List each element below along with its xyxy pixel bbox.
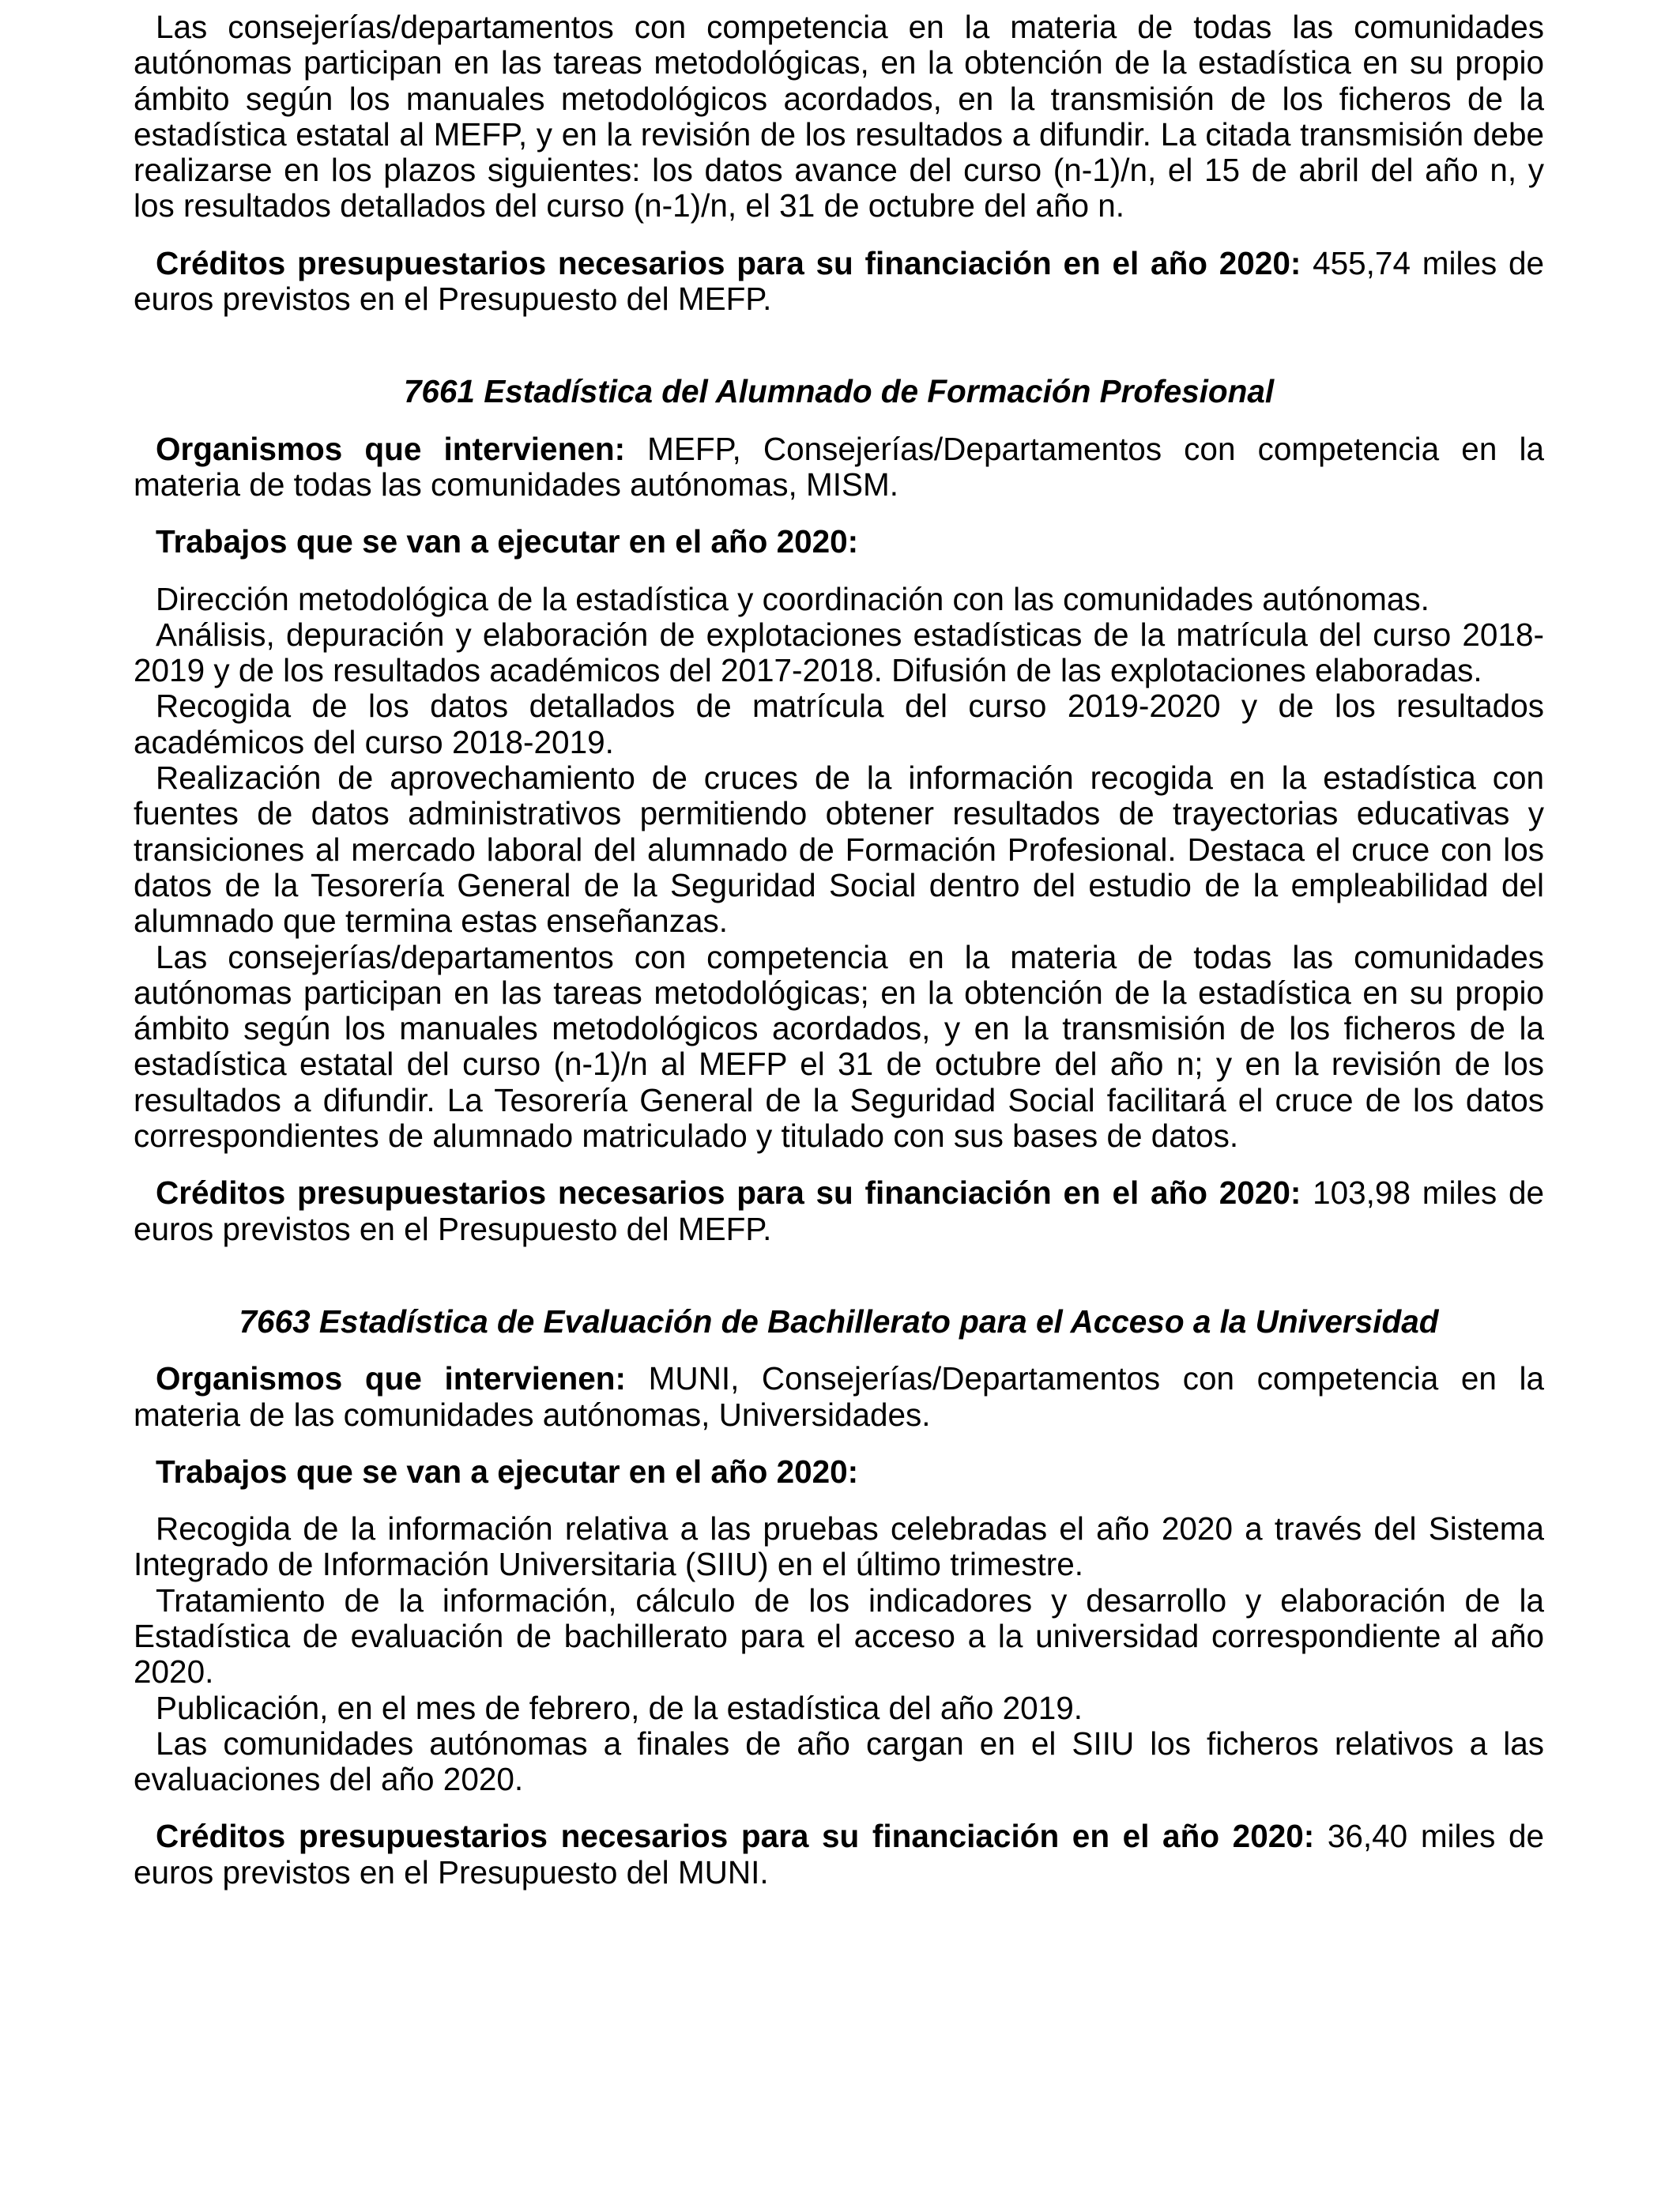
section-heading-7663: 7663 Estadística de Evaluación de Bachillerato para el Acceso a la Universidad bbox=[239, 1302, 1439, 1340]
work-item: Recogida de los datos detallados de matrícula del curso 2019-2020 y de los resultados académicos del curso 2018-2019. bbox=[134, 688, 1544, 760]
organisms-paragraph-7663 bbox=[134, 1361, 1544, 1433]
intro-paragraph: Las consejerías/departamentos con competencia en la materia de todas las comunidades autónomas participan en las tareas metodológicas, en la obtención de la estadística en su propio ámbito según los manuales metodológicos acordados, en la transmisión de los ficheros de la estadística estatal al MEFP, y en la revisión de los resultados a difundir. La citada transmisión debe realizarse en los plazos siguientes: los datos avance del curso (n-1)/n, el 15 de abril del año n, y los resultados detallados del curso (n-1)/n, el 31 de octubre del año n. bbox=[134, 9, 1544, 224]
work-item: Las consejerías/departamentos con competencia en la materia de todas las comunidades autónomas participan en las tareas metodológicas; en la obtención de la estadística en su propio ámbito según los manuales metodológicos acordados, y en la transmisión de los ficheros de la estadística estatal del curso (n-1)/n al MEFP el 31 de octubre del año n; y en la revisión de los resultados a difundir. La Tesorería General de la Seguridad Social facilitará el cruce de los datos correspondientes de alumnado matriculado y titulado con sus bases de datos. bbox=[134, 938, 1544, 1155]
organisms-text: MEFP, Consejerías/Departamentos con competencia en la materia de todas las comunidades autónomas, MISM. bbox=[134, 430, 1544, 503]
credits-label: Créditos presupuestarios necesarios para su financiación en el año 2020: bbox=[156, 1818, 1315, 1855]
credits-text: 36,40 miles de euros previstos en el Presupuesto del MUNI. bbox=[134, 1818, 1544, 1891]
work-item: Dirección metodológica de la estadística y coordinación con las comunidades autónomas. bbox=[156, 580, 1430, 617]
work-item: Publicación, en el mes de febrero, de la estadística del año 2019. bbox=[156, 1689, 1083, 1726]
work-item: Realización de aprovechamiento de cruces de la información recogida en la estadística con fuentes de datos administrativos permitiendo obtener resultados de trayectorias educativas y transiciones al mercado laboral del alumnado de Formación Profesional. Destaca el cruce con los datos de la Tesorería General de la Seguridad Social dentro del estudio de la empleabilidad del alumnado que termina estas enseñanzas. bbox=[134, 760, 1544, 940]
credits-paragraph-7663 bbox=[134, 1819, 1544, 1891]
works-label-7663: Trabajos que se van a ejecutar en el año 2020: bbox=[156, 1453, 859, 1490]
credits-paragraph bbox=[134, 246, 1544, 318]
organisms-label: Organismos que intervienen: bbox=[156, 430, 626, 467]
document-page bbox=[134, 0, 1544, 1891]
credits-label: Créditos presupuestarios necesarios para su financiación en el año 2020: bbox=[156, 1174, 1301, 1212]
credits-text: 103,98 miles de euros previstos en el Presupuesto del MEFP. bbox=[134, 1174, 1545, 1247]
organisms-label: Organismos que intervienen: bbox=[156, 1360, 627, 1397]
credits-text: 455,74 miles de euros previstos en el Presupuesto del MEFP. bbox=[134, 244, 1545, 318]
organisms-text: MUNI, Consejerías/Departamentos con competencia en la materia de las comunidades autónomas, Universidades. bbox=[134, 1360, 1544, 1433]
works-label-7661: Trabajos que se van a ejecutar en el año 2020: bbox=[156, 523, 859, 560]
work-item: Tratamiento de la información, cálculo de los indicadores y desarrollo y elaboración de la Estadística de evaluación de bachillerato para el acceso a la universidad correspondiente al año 2020. bbox=[134, 1581, 1544, 1691]
section-heading-7661: 7661 Estadística del Alumnado de Formación Profesional bbox=[403, 373, 1275, 410]
work-item: Análisis, depuración y elaboración de explotaciones estadísticas de la matrícula del curso 2018-2019 y de los resultados académicos del 2017-2018. Difusión de las explotaciones elaboradas. bbox=[134, 616, 1544, 689]
organisms-paragraph-7661 bbox=[134, 432, 1544, 503]
credits-label: Créditos presupuestarios necesarios para su financiación en el año 2020: bbox=[156, 244, 1301, 281]
work-item: Las comunidades autónomas a finales de año cargan en el SIIU los ficheros relativos a las evaluaciones del año 2020. bbox=[134, 1725, 1544, 1798]
credits-paragraph-7661 bbox=[134, 1175, 1544, 1247]
work-item: Recogida de la información relativa a las pruebas celebradas el año 2020 a través del Sistema Integrado de Información Universitaria (SIIU) en el último trimestre. bbox=[134, 1510, 1544, 1583]
